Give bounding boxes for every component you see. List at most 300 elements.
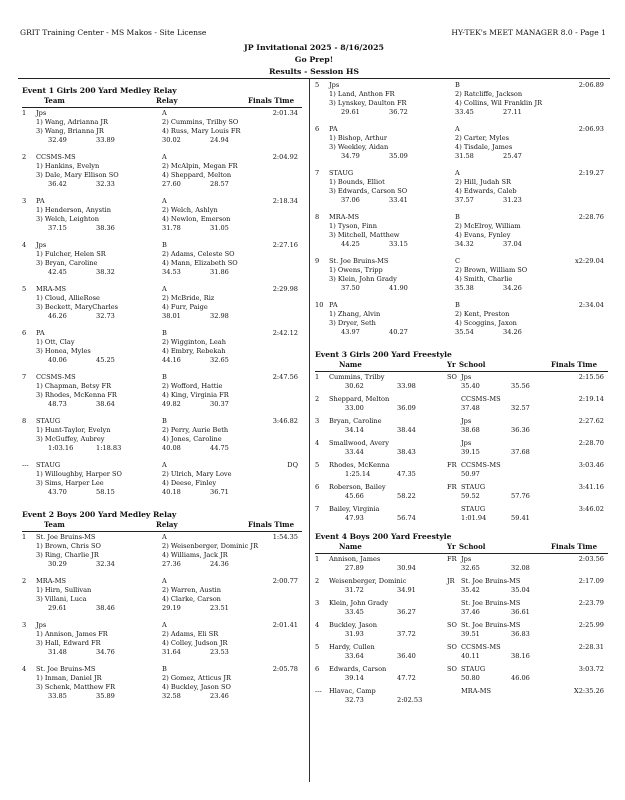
relay-header: Relay [156, 95, 178, 105]
relay-letter: B [162, 664, 167, 673]
finals-time: 2:04.92 [272, 152, 298, 161]
split-time: 36.09 [397, 403, 416, 412]
team-name: MRA-MS [36, 284, 66, 293]
split-time: 28.57 [210, 179, 229, 188]
finals-time: 2:34.04 [578, 301, 604, 309]
swimmer-4: 4) Embry, Rebekah [162, 346, 226, 355]
split-time: 31.23 [503, 196, 522, 204]
split-time: 32.73 [96, 311, 115, 320]
relay-entry [315, 258, 608, 302]
team-name: STAUG [36, 416, 61, 425]
swimmer-4: 4) Buckley, Jason SO [162, 682, 231, 691]
school-name: MRA-MS [461, 686, 491, 695]
swim-entry [315, 688, 608, 710]
swimmer-2: 2) Wigginton, Leah [162, 337, 226, 346]
place: 5 [315, 642, 320, 651]
school-name: St. Joe Bruins-MS [461, 598, 521, 607]
swimmer-name: Cummins, Trilby [329, 372, 385, 381]
split-time: 29.61 [341, 108, 360, 116]
swimmer-2: 2) McAlpin, Megan FR [162, 161, 238, 170]
split-time: 32.33 [96, 179, 115, 188]
split-time: 1:03.16 [48, 443, 74, 452]
place: 7 [315, 169, 320, 177]
relay-header: Relay [156, 519, 178, 529]
year: SO [447, 620, 457, 629]
finals-time: 2:15.56 [578, 372, 604, 381]
event3-results [315, 374, 608, 528]
relay-entry [315, 170, 608, 214]
school-header: School [459, 541, 486, 551]
split-time: 39.51 [461, 629, 480, 638]
swimmer-2: 2) Perry, Aurie Beth [162, 425, 229, 434]
swim-column-header [315, 361, 608, 372]
split-time: 41.90 [389, 284, 408, 292]
split-time: 50.97 [461, 469, 480, 478]
swimmer-2: 2) Welch, Ashlyn [162, 205, 218, 214]
split-time: 35.42 [461, 585, 480, 594]
swimmer-2: 2) Carter, Myles [455, 134, 510, 142]
split-time: 29.61 [48, 603, 67, 612]
finals-time: 2:19.14 [578, 394, 604, 403]
relay-letter: A [162, 620, 167, 629]
place: 4 [315, 620, 320, 629]
relay-letter: B [455, 81, 460, 89]
team-name: Jps [36, 108, 47, 117]
event-title: Event 1 Girls 200 Yard Medley Relay [22, 86, 177, 95]
split-time: 31.78 [162, 223, 181, 232]
place: 6 [315, 664, 320, 673]
split-time: 32.65 [461, 563, 480, 572]
swimmer-4: 4) Furr, Paige [162, 302, 208, 311]
place: 9 [315, 257, 320, 265]
relay-letter: A [162, 532, 167, 541]
swimmer-3: 3) Hall, Edward FR [36, 638, 101, 647]
relay-entry [22, 418, 302, 462]
swimmer-2: 2) McBride, Riz [162, 293, 215, 302]
split-time: 37.72 [397, 629, 416, 638]
swimmer-name: Hlavac, Camp [329, 686, 376, 695]
swimmer-4: 4) Sheppard, Melton [162, 170, 232, 179]
place: 10 [315, 301, 324, 309]
swimmer-name: Sheppard, Melton [329, 394, 390, 403]
swim-entry [315, 556, 608, 578]
swimmer-3: 3) Lynskey, Daulton FR [329, 99, 407, 107]
yr-header: Yr [447, 359, 456, 369]
relay-letter: B [162, 372, 167, 381]
split-time: 56.74 [397, 513, 416, 522]
relay-letter: B [162, 240, 167, 249]
relay-letter: B [455, 301, 460, 309]
split-time: 59.52 [461, 491, 480, 500]
split-time: 34.91 [397, 585, 416, 594]
split-time: 31.64 [162, 647, 181, 656]
split-time: 23.53 [210, 647, 229, 656]
swimmer-1: 1) Land, Anthon FR [329, 90, 395, 98]
place: 7 [315, 504, 320, 513]
team-name: CCSMS-MS [36, 372, 76, 381]
split-time: 31.72 [345, 585, 364, 594]
finals-time: 2:25.99 [578, 620, 604, 629]
split-time: 38.68 [461, 425, 480, 434]
school-header: School [459, 359, 486, 369]
place: --- [315, 686, 322, 695]
relay-letter: A [162, 152, 167, 161]
school-name: STAUG [461, 482, 486, 491]
split-time: 36.36 [511, 425, 530, 434]
split-time: 27.11 [503, 108, 522, 116]
split-time: 33.64 [345, 651, 364, 660]
relay-entry [22, 286, 302, 330]
left-column [22, 82, 302, 710]
split-time: 43.70 [48, 487, 67, 496]
relay-entry [22, 242, 302, 286]
swim-entry [315, 418, 608, 440]
split-time: 32.08 [511, 563, 530, 572]
relay-column-header [22, 521, 302, 532]
swimmer-3: 3) Schenk, Matthew FR [36, 682, 116, 691]
team-name: Jps [329, 81, 340, 89]
year: SO [447, 664, 457, 673]
swim-entry [315, 462, 608, 484]
swimmer-1: 1) Hirn, Sullivan [36, 585, 92, 594]
finals-time: 2:28.70 [578, 438, 604, 447]
relay-column-header [22, 97, 302, 108]
split-time: 40.27 [389, 328, 408, 336]
swim-entry [315, 506, 608, 528]
split-time: 2:02.53 [397, 695, 423, 704]
swim-entry [315, 440, 608, 462]
team-name: STAUG [329, 169, 354, 177]
swimmer-2: 2) Gomez, Atticus JR [162, 673, 232, 682]
split-time: 24.36 [210, 559, 229, 568]
swimmer-3: 3) Rhodes, McKenna FR [36, 390, 117, 399]
split-time: 40.08 [162, 443, 181, 452]
split-time: 58.22 [397, 491, 416, 500]
swim-entry [315, 396, 608, 418]
split-time: 36.72 [389, 108, 408, 116]
split-time: 34.76 [96, 647, 115, 656]
swim-column-header [315, 543, 608, 554]
split-time: 38.36 [96, 223, 115, 232]
swimmer-3: 3) Honea, Myles [36, 346, 91, 355]
finals-time: 2:27.16 [272, 240, 298, 249]
swimmer-4: 4) Smith, Charlie [455, 275, 513, 283]
meet-title: JP Invitational 2025 - 8/16/2025 [244, 43, 384, 52]
place: 5 [315, 81, 320, 89]
split-time: 58.15 [96, 487, 115, 496]
split-time: 35.09 [389, 152, 408, 160]
place: 5 [315, 460, 320, 469]
split-time: 43.97 [341, 328, 360, 336]
split-time: 34.26 [503, 328, 522, 336]
finals-time: 2:19.27 [578, 169, 604, 177]
swimmer-4: 4) King, Virginia FR [162, 390, 229, 399]
swim-entry [315, 578, 608, 600]
place: 4 [22, 240, 27, 249]
year: FR [447, 554, 457, 563]
place: 6 [22, 328, 27, 337]
relay-entry [315, 302, 608, 346]
swimmer-4: 4) Evans, Fynley [455, 231, 511, 239]
finals-time: 2:28.76 [578, 213, 604, 221]
split-time: 38.43 [397, 447, 416, 456]
split-time: 32.58 [162, 691, 181, 700]
finals-time: 2:01.34 [272, 108, 298, 117]
school-name: Jps [461, 554, 472, 563]
team-header: Team [44, 519, 65, 529]
swimmer-2: 2) Cummins, Trilby SO [162, 117, 239, 126]
relay-letter: A [455, 125, 460, 133]
relay-entry [22, 198, 302, 242]
finals-time: X2:35.26 [574, 686, 604, 695]
right-column [315, 82, 608, 710]
split-time: 33.00 [345, 403, 364, 412]
split-time: 32.73 [345, 695, 364, 704]
team-name: STAUG [36, 460, 61, 469]
swimmer-1: 1) Inman, Daniel JR [36, 673, 102, 682]
split-time: 27.36 [162, 559, 181, 568]
split-time: 32.57 [511, 403, 530, 412]
name-header: Name [339, 359, 362, 369]
split-time: 1:18.83 [96, 443, 122, 452]
swimmer-1: 1) Bishop, Arthur [329, 134, 388, 142]
year: SO [447, 642, 457, 651]
swimmer-1: 1) Wang, Adrianna JR [36, 117, 108, 126]
place: 8 [22, 416, 27, 425]
team-name: PA [329, 125, 338, 133]
split-time: 47.72 [397, 673, 416, 682]
swimmer-3: 3) Mitchell, Matthew [329, 231, 400, 239]
place: 3 [315, 598, 320, 607]
swimmer-1: 1) Chapman, Betsy FR [36, 381, 112, 390]
split-time: 40.06 [48, 355, 67, 364]
place: 5 [22, 284, 27, 293]
split-time: 29.19 [162, 603, 181, 612]
swimmer-3: 3) Beckett, MaryCharles [36, 302, 119, 311]
swimmer-3: 3) Sims, Harper Lee [36, 478, 104, 487]
swimmer-4: 4) Edwards, Caleb [455, 187, 517, 195]
school-name: CCSMS-MS [461, 460, 501, 469]
relay-entry [22, 462, 302, 506]
swimmer-1: 1) Bounds, Elliot [329, 178, 385, 186]
swimmer-1: 1) Cloud, AllieRose [36, 293, 100, 302]
split-time: 33.98 [397, 381, 416, 390]
split-time: 33.45 [455, 108, 474, 116]
relay-entry [22, 534, 302, 578]
split-time: 27.89 [345, 563, 364, 572]
year: JR [447, 576, 455, 585]
school-name: Jps [461, 438, 472, 447]
finals-time: 2:01.41 [272, 620, 298, 629]
place: --- [22, 460, 29, 469]
finals-time: 3:03.72 [578, 664, 604, 673]
event4-results [315, 556, 608, 710]
place: 6 [315, 482, 320, 491]
swim-entry [315, 484, 608, 506]
split-time: 36.40 [397, 651, 416, 660]
place: 2 [22, 152, 27, 161]
place: 1 [22, 108, 27, 117]
school-name: STAUG [461, 504, 486, 513]
split-time: 38.46 [96, 603, 115, 612]
split-time: 38.44 [397, 425, 416, 434]
relay-letter: A [162, 284, 167, 293]
swimmer-3: 3) Edwards, Carson SO [329, 187, 408, 195]
swimmer-1: 1) Annison, James FR [36, 629, 108, 638]
time-header: Finals Time [551, 541, 598, 551]
team-name: Jps [36, 620, 47, 629]
split-time: 30.62 [345, 381, 364, 390]
time-header: Finals Time [248, 519, 295, 529]
split-time: 44.75 [210, 443, 229, 452]
split-time: 42.45 [48, 267, 67, 276]
split-time: 49.82 [162, 399, 181, 408]
meet-subtitle: Go Prep! [294, 55, 334, 64]
relay-letter: A [162, 196, 167, 205]
split-time: 35.40 [461, 381, 480, 390]
swimmer-4: 4) Scoggins, Jaxon [455, 319, 517, 327]
swim-entry [315, 600, 608, 622]
relay-entry [315, 214, 608, 258]
finals-time: 2:06.89 [578, 81, 604, 89]
split-time: 24.94 [210, 135, 229, 144]
swimmer-name: Bailey, Virginia [329, 504, 380, 513]
split-time: 35.38 [455, 284, 474, 292]
swim-entry [315, 644, 608, 666]
year: FR [447, 482, 457, 491]
split-time: 35.54 [455, 328, 474, 336]
relay-letter: C [455, 257, 461, 265]
relay-letter: A [162, 108, 167, 117]
team-name: St. Joe Bruins-MS [36, 664, 96, 673]
swimmer-3: 3) Dale, Mary Ellison SO [36, 170, 119, 179]
swimmer-1: 1) Ott, Clay [36, 337, 75, 346]
split-time: 46.06 [511, 673, 530, 682]
swimmer-2: 2) Ratcliffe, Jackson [455, 90, 523, 98]
school-name: St. Joe Bruins-MS [461, 576, 521, 585]
split-time: 1:01.94 [461, 513, 487, 522]
split-time: 36.27 [397, 607, 416, 616]
split-time: 34.79 [341, 152, 360, 160]
swimmer-4: 4) Russ, Mary Louis FR [162, 126, 241, 135]
time-header: Finals Time [551, 359, 598, 369]
split-time: 1:25.14 [345, 469, 371, 478]
split-time: 33.44 [345, 447, 364, 456]
relay-entry [22, 578, 302, 622]
swimmer-2: 2) Ulrich, Mary Love [162, 469, 232, 478]
split-time: 34.26 [503, 284, 522, 292]
relay-letter: B [455, 213, 460, 221]
split-time: 40.18 [162, 487, 181, 496]
relay-letter: B [162, 328, 167, 337]
split-time: 46.26 [48, 311, 67, 320]
place: 2 [315, 576, 320, 585]
swimmer-2: 2) Weisenberger, Dominic JR [162, 541, 259, 550]
split-time: 33.89 [96, 135, 115, 144]
split-time: 35.89 [96, 691, 115, 700]
swimmer-4: 4) Deese, Finley [162, 478, 217, 487]
split-time: 25.47 [503, 152, 522, 160]
swimmer-3: 3) Dryer, Seth [329, 319, 376, 327]
swimmer-name: Annison, James [329, 554, 381, 563]
team-name: PA [36, 328, 45, 337]
finals-time: 2:03.56 [578, 554, 604, 563]
place: 4 [22, 664, 27, 673]
event1-results [22, 110, 302, 506]
swim-entry [315, 622, 608, 644]
finals-time: 2:05.78 [272, 664, 298, 673]
split-time: 32.34 [96, 559, 115, 568]
place: 3 [22, 620, 27, 629]
finals-time: 2:06.93 [578, 125, 604, 133]
finals-time: 2:28.31 [578, 642, 604, 651]
swimmer-4: 4) Mann, Elizabeth SO [162, 258, 238, 267]
time-header: Finals Time [248, 95, 295, 105]
swimmer-2: 2) Wofford, Hattie [162, 381, 223, 390]
split-time: 40.11 [461, 651, 480, 660]
split-time: 33.45 [345, 607, 364, 616]
school-name: Jps [461, 416, 472, 425]
swimmer-3: 3) Bryan, Caroline [36, 258, 98, 267]
split-time: 32.49 [48, 135, 67, 144]
column-divider [309, 78, 310, 782]
split-time: 32.65 [210, 355, 229, 364]
split-time: 31.58 [455, 152, 474, 160]
relay-entry [22, 374, 302, 418]
split-time: 34.53 [162, 267, 181, 276]
relay-entry [22, 330, 302, 374]
split-time: 34.32 [455, 240, 474, 248]
swimmer-3: 3) McGuffey, Aubrey [36, 434, 105, 443]
swimmer-1: 1) Zhang, Alvin [329, 310, 381, 318]
team-header: Team [44, 95, 65, 105]
split-time: 30.94 [397, 563, 416, 572]
relay-letter: B [162, 416, 167, 425]
relay-entry [22, 154, 302, 198]
event-title: Event 4 Boys 200 Yard Freestyle [315, 531, 452, 541]
split-time: 32.98 [210, 311, 229, 320]
split-time: 47.35 [397, 469, 416, 478]
swimmer-2: 2) Adams, Eli SR [162, 629, 219, 638]
swimmer-name: Roberson, Bailey [329, 482, 386, 491]
license-text: GRIT Training Center - MS Makos - Site License [20, 28, 207, 37]
relay-entry [22, 666, 302, 710]
split-time: 37.50 [341, 284, 360, 292]
split-time: 36.61 [511, 607, 530, 616]
split-time: 37.48 [461, 403, 480, 412]
team-name: St. Joe Bruins-MS [329, 257, 389, 265]
swimmer-1: 1) Brown, Chris SO [36, 541, 101, 550]
split-time: 23.46 [210, 691, 229, 700]
split-time: 48.73 [48, 399, 67, 408]
split-time: 44.16 [162, 355, 181, 364]
swimmer-2: 2) Brown, William SO [455, 266, 528, 274]
finals-time: 2:42.12 [272, 328, 298, 337]
relay-entry [315, 126, 608, 170]
finals-time: 2:00.77 [272, 576, 298, 585]
swimmer-1: 1) Owens, Tripp [329, 266, 383, 274]
team-name: PA [329, 301, 338, 309]
team-name: PA [36, 196, 45, 205]
split-time: 39.15 [461, 447, 480, 456]
split-time: 30.37 [210, 399, 229, 408]
swimmer-4: 4) Jones, Caroline [162, 434, 222, 443]
event-title: Event 3 Girls 200 Yard Freestyle [315, 350, 452, 359]
swimmer-4: 4) Tisdale, James [455, 143, 513, 151]
swimmer-3: 3) Ring, Charlie JR [36, 550, 99, 559]
session-title: Results - Session HS [268, 67, 360, 76]
results-sheet [18, 22, 610, 792]
